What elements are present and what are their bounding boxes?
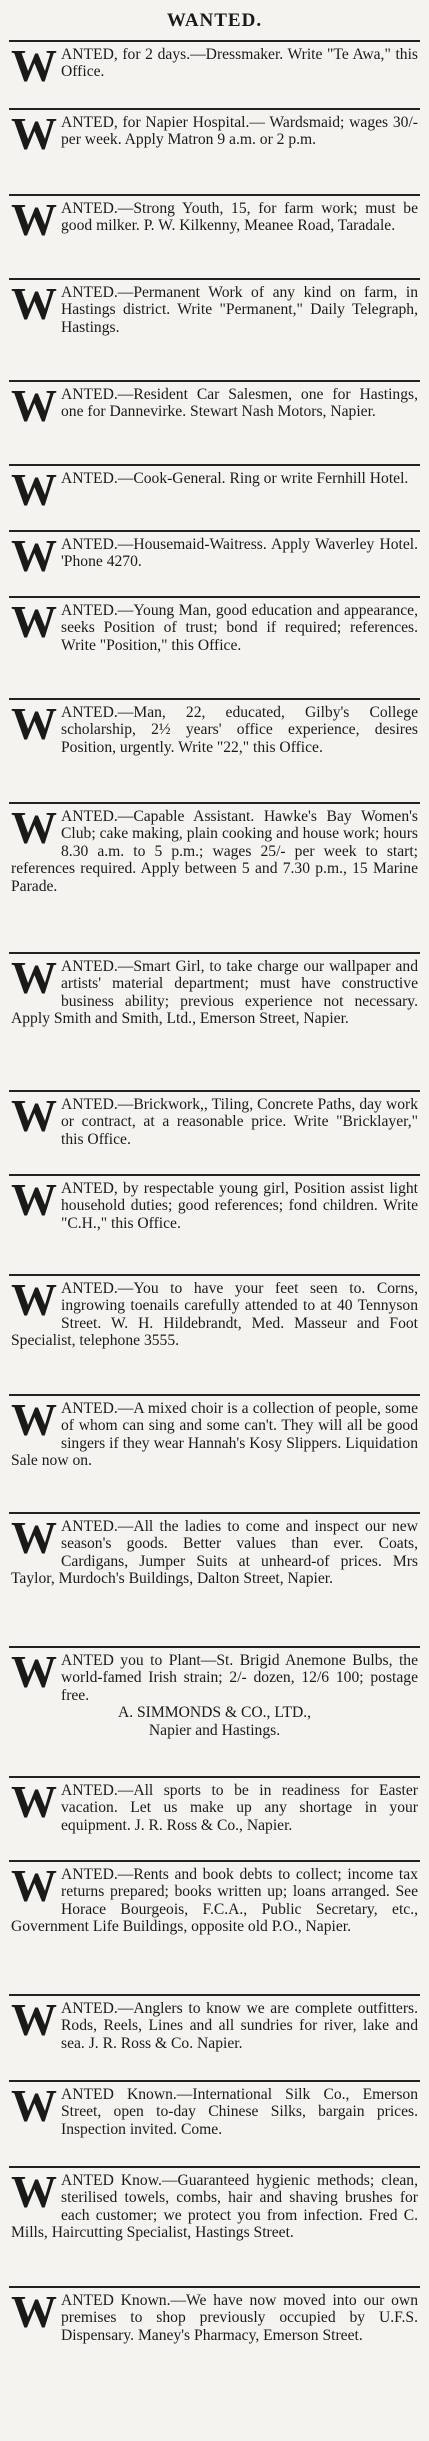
ad-text: WANTED.—Man, 22, educated, Gilby's College scholarship, 2½ years' office experience, desires Position, urgently. Write "22," this Office. [11, 698, 418, 756]
ad-text: WANTED.—Rents and book debts to collect; income tax returns prepared; books written up; loans arranged. See Horace Bourgeois, F.C.A., Public Secretary, etc., Government Life Buildings, opposite old P.O., Napier. [11, 1860, 418, 1936]
ad-pharmacy [9, 2286, 420, 2382]
ad-rents-book-debts [9, 1860, 420, 1994]
ad-text: WANTED Known.—International Silk Co., Emerson Street, open to-day Chinese Silks, bargain prices. Inspection invited. Come. [11, 2080, 418, 2138]
ad-foot-specialist [9, 1274, 420, 1394]
ad-anemone-bulbs [9, 1646, 420, 1776]
ad-text: WANTED.—You to have your feet seen to. Corns, ingrowing toenails carefully attended to at 40 Tennyson Street. W. H. Hildebrandt, Med. Masseur and Foot Specialist, telephone 3555. [11, 1274, 418, 1350]
section-heading: WANTED. [166, 10, 263, 31]
ad-text: WANTED you to Plant—St. Brigid Anemone Bulbs, the world-famed Irish strain; 2/- dozen, 12/6 100; postage free. [11, 1646, 418, 1704]
ad-text: WANTED.—Permanent Work of any kind on farm, in Hastings district. Write "Permanent," Daily Telegraph, Hastings. [11, 278, 418, 336]
ad-napier-hospital [9, 108, 420, 194]
ad-mixed-choir [9, 1394, 420, 1512]
ad-text: WANTED.—Resident Car Salesmen, one for Hastings, one for Dannevirke. Stewart Nash Motors, Napier. [11, 380, 418, 431]
advertiser-name: A. SIMMONDS & CO., LTD., [117, 1704, 312, 1722]
ad-capable-assistant [9, 802, 420, 952]
ad-text: WANTED.—All the ladies to come and inspect our new season's goods. Better values than ever. Coats, Cardigans, Jumper Suits at unheard-of prices. Mrs Taylor, Murdoch's Buildings, Dalton Street, Napier. [11, 1512, 418, 1588]
ad-text: WANTED.—Strong Youth, 15, for farm work; must be good milker. P. W. Kilkenny, Meanee Road, Taradale. [11, 194, 418, 245]
ad-text: WANTED Know.—Guaranteed hygienic methods; clean, sterilised towels, combs, hair and shaving brushes for each customer; we protect you from infection. Fred C. Mills, Haircutting Specialist, Hastings Street. [11, 2166, 418, 2242]
ad-permanent-work [9, 278, 420, 380]
ad-international-silk [9, 2080, 420, 2166]
ad-dressmaker [9, 40, 420, 108]
ad-text: WANTED.—Capable Assistant. Hawke's Bay Women's Club; cake making, plain cooking and house work; hours 8.30 a.m. to 5 p.m.; wages 25/- per week to start; references required. Apply between 5 and 7.30 p.m., 15 Marine Parade. [11, 802, 418, 895]
ad-ladies-goods [9, 1512, 420, 1646]
ad-car-salesmen [9, 380, 420, 464]
ad-smart-girl [9, 952, 420, 1090]
advertiser-location: Napier and Hastings. [148, 1721, 281, 1739]
ad-text: WANTED.—Young Man, good education and appearance, seeks Position of trust; bond if required; references. Write "Position," this Office. [11, 596, 418, 654]
ad-sports-easter [9, 1776, 420, 1860]
ad-anglers [9, 1994, 420, 2080]
ad-housemaid-waitress [9, 530, 420, 596]
ad-cook-general [9, 464, 420, 530]
ad-text: WANTED, by respectable young girl, Position assist light household duties; good references; fond children. Write "C.H.," this Office. [11, 1174, 418, 1232]
ad-text: WANTED.—Anglers to know we are complete outfitters. Rods, Reels, Lines and all sundries for river, lake and sea. J. R. Ross & Co. Napier. [11, 1994, 418, 2052]
ad-strong-youth [9, 194, 420, 278]
ad-man-22 [9, 698, 420, 802]
ad-text: WANTED Known.—We have now moved into our own premises to shop previously occupied by U.F.S. Dispensary. Maney's Pharmacy, Emerson Street. [11, 2286, 418, 2344]
ad-young-man [9, 596, 420, 698]
ad-text: WANTED.—All sports to be in readiness for Easter vacation. Let us make up any shortage in your equipment. J. R. Ross & Co., Napier. [11, 1776, 418, 1834]
ad-text: WANTED.—Cook-General. Ring or write Fernhill Hotel. [11, 464, 409, 515]
ad-brickwork [9, 1090, 420, 1174]
ad-text: WANTED.—A mixed choir is a collection of people, some of whom can sing and some can't. They will all be good singers if they wear Hannah's Kosy Slippers. Liquidation Sale now on. [11, 1394, 418, 1470]
ad-text: WANTED.—Housemaid-Waitress. Apply Waverley Hotel. 'Phone 4270. [11, 530, 418, 581]
ad-text: WANTED.—Smart Girl, to take charge our wallpaper and artists' material department; must have constructive business ability; previous experience not necessary. Apply Smith and Smith, Ltd., Emerson Street, Napier. [11, 952, 418, 1028]
ad-text: WANTED, for Napier Hospital.— Wardsmaid; wages 30/- per week. Apply Matron 9 a.m. or 2 p.m. [11, 108, 418, 159]
ad-young-girl [9, 1174, 420, 1274]
ad-haircutting [9, 2166, 420, 2286]
ad-text: WANTED.—Brickwork,, Tiling, Concrete Paths, day work or contract, at a reasonable price. Write "Bricklayer," this Office. [11, 1090, 418, 1148]
ad-text: WANTED, for 2 days.—Dressmaker. Write "Te Awa," this Office. [11, 40, 418, 91]
